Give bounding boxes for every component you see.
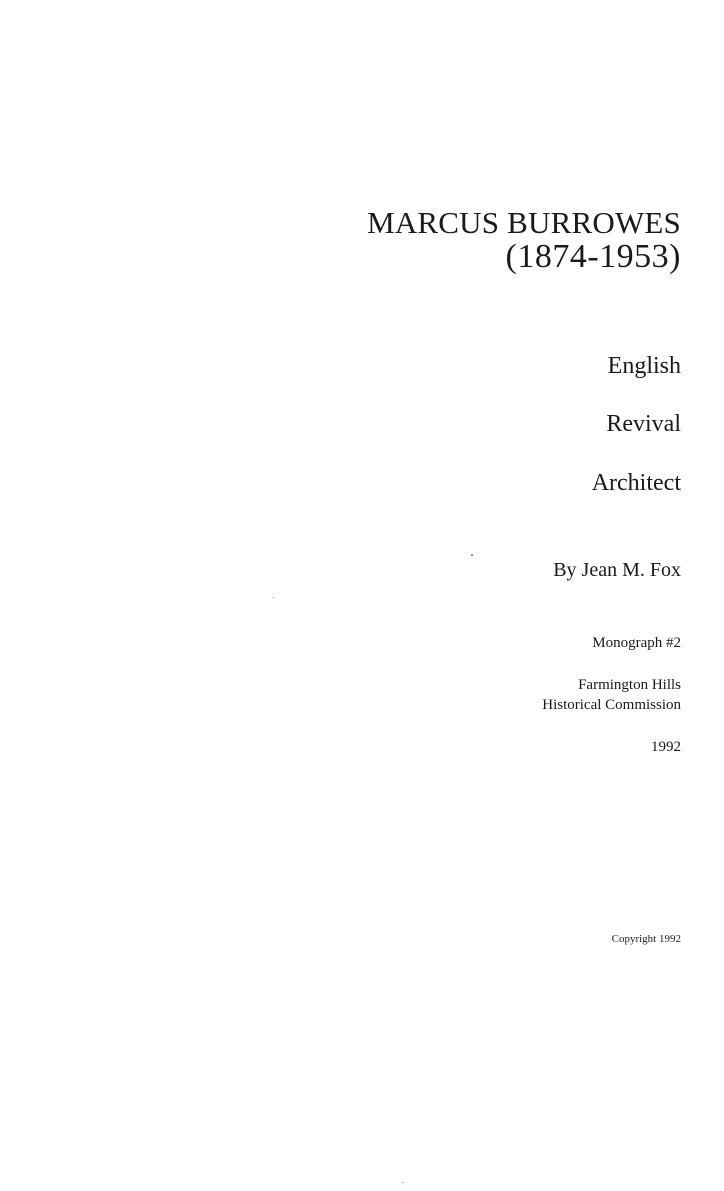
subtitle-line-2: Revival — [606, 411, 681, 437]
publisher-line-2: Historical Commission — [542, 697, 681, 713]
monograph-number: Monograph #2 — [592, 635, 681, 651]
book-title: MARCUS BURROWES — [367, 205, 681, 240]
publication-year: 1992 — [651, 739, 681, 755]
copyright-notice: Copyright 1992 — [611, 933, 681, 945]
publisher-line-1: Farmington Hills — [578, 677, 681, 693]
subtitle-line-1: English — [607, 353, 681, 379]
author-byline: By Jean M. Fox — [553, 559, 681, 581]
life-dates: (1874-1953) — [505, 238, 681, 275]
scan-speck — [471, 554, 473, 556]
scan-speck — [273, 597, 274, 598]
subtitle-line-3: Architect — [591, 470, 681, 496]
scan-speck — [402, 1182, 403, 1183]
